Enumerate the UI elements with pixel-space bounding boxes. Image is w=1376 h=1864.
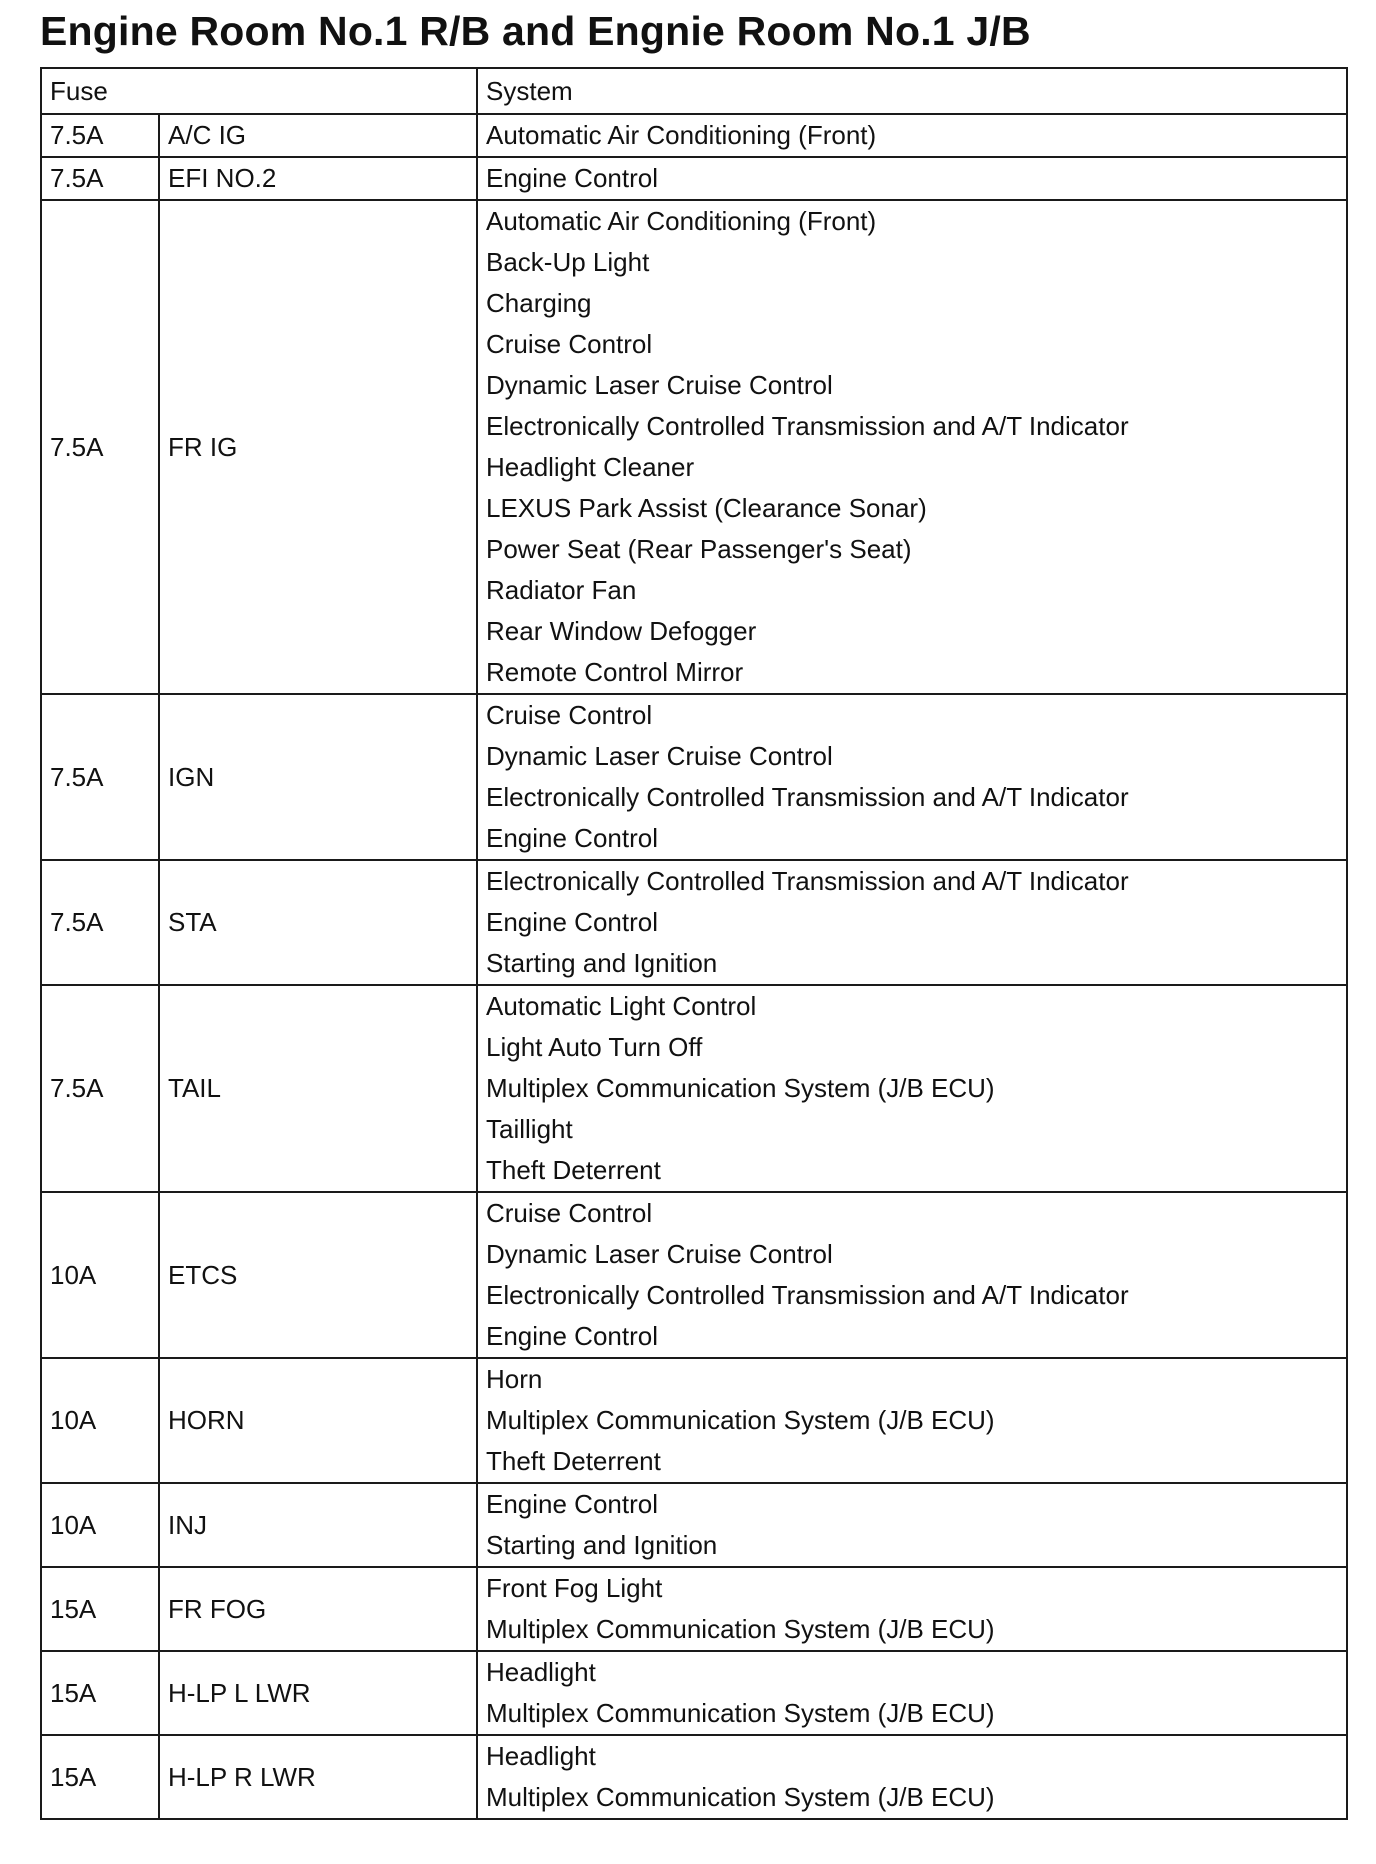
fuse-amperage: 7.5A <box>41 200 159 694</box>
fuse-name: FR IG <box>159 200 477 694</box>
system-item: Multiplex Communication System (J/B ECU) <box>486 1698 995 1728</box>
system-list <box>477 157 1347 200</box>
system-list <box>477 1192 1347 1358</box>
page-title: Engine Room No.1 R/B and Engnie Room No.1 J/B <box>40 8 1031 54</box>
system-item: Automatic Air Conditioning (Front) <box>486 206 877 236</box>
fuse-name: ETCS <box>159 1192 477 1358</box>
system-item: Dynamic Laser Cruise Control <box>486 1239 833 1269</box>
fuse-name: A/C IG <box>159 114 477 157</box>
fuse-amperage: 7.5A <box>41 157 159 200</box>
fuse-name: FR FOG <box>159 1567 477 1651</box>
system-item: Cruise Control <box>486 329 653 359</box>
system-item: Electronically Controlled Transmission and A/T Indicator <box>486 411 1129 441</box>
system-item: Starting and Ignition <box>486 1530 718 1560</box>
fuse-amperage: 10A <box>41 1192 159 1358</box>
table-row <box>41 694 1347 860</box>
system-item: Remote Control Mirror <box>486 657 744 687</box>
system-item: Power Seat (Rear Passenger's Seat) <box>486 534 912 564</box>
table-row <box>41 985 1347 1192</box>
fuse-amperage: 7.5A <box>41 860 159 985</box>
table-row <box>41 114 1347 157</box>
fuse-name: TAIL <box>159 985 477 1192</box>
system-item: Multiplex Communication System (J/B ECU) <box>486 1073 995 1103</box>
system-item: Cruise Control <box>486 1198 653 1228</box>
system-list <box>477 860 1347 985</box>
fuse-amperage: 15A <box>41 1567 159 1651</box>
system-item: Radiator Fan <box>486 575 637 605</box>
system-item: Multiplex Communication System (J/B ECU) <box>486 1782 995 1812</box>
system-list <box>477 200 1347 694</box>
system-item: Multiplex Communication System (J/B ECU) <box>486 1614 995 1644</box>
table-row <box>41 860 1347 985</box>
fuse-amperage: 15A <box>41 1735 159 1819</box>
system-item: Theft Deterrent <box>486 1446 661 1476</box>
system-item: Dynamic Laser Cruise Control <box>486 741 833 771</box>
system-item: Engine Control <box>486 907 658 937</box>
fuse-name: H-LP R LWR <box>159 1735 477 1819</box>
table-row <box>41 1483 1347 1567</box>
system-item: Starting and Ignition <box>486 948 718 978</box>
system-item: Engine Control <box>486 163 658 193</box>
system-item: Cruise Control <box>486 700 653 730</box>
fuse-name: H-LP L LWR <box>159 1651 477 1735</box>
table-row <box>41 1567 1347 1651</box>
fuse-table <box>40 67 1348 1820</box>
fuse-amperage: 7.5A <box>41 985 159 1192</box>
fuse-name: HORN <box>159 1358 477 1483</box>
table-row <box>41 157 1347 200</box>
system-list <box>477 1651 1347 1735</box>
fuse-name: STA <box>159 860 477 985</box>
fuse-column-header: Fuse <box>41 68 477 114</box>
system-item: Electronically Controlled Transmission and A/T Indicator <box>486 866 1129 896</box>
fuse-name: IGN <box>159 694 477 860</box>
system-item: Automatic Light Control <box>486 991 757 1021</box>
header-row <box>41 68 1347 114</box>
system-item: Multiplex Communication System (J/B ECU) <box>486 1405 995 1435</box>
system-item: Headlight Cleaner <box>486 452 695 482</box>
system-item: Automatic Air Conditioning (Front) <box>486 120 877 150</box>
table-row <box>41 200 1347 694</box>
system-list <box>477 1358 1347 1483</box>
system-list <box>477 114 1347 157</box>
table-row <box>41 1192 1347 1358</box>
system-item: Light Auto Turn Off <box>486 1032 703 1062</box>
fuse-table-body <box>41 114 1347 1819</box>
table-row <box>41 1735 1347 1819</box>
system-item: Front Fog Light <box>486 1573 663 1603</box>
fuse-amperage: 7.5A <box>41 694 159 860</box>
system-item: Engine Control <box>486 823 658 853</box>
system-item: Taillight <box>486 1114 573 1144</box>
system-list <box>477 1735 1347 1819</box>
system-column-header: System <box>477 68 1347 114</box>
system-item: Electronically Controlled Transmission and A/T Indicator <box>486 1280 1129 1310</box>
fuse-name: INJ <box>159 1483 477 1567</box>
system-item: Headlight <box>486 1741 596 1771</box>
system-item: Headlight <box>486 1657 596 1687</box>
system-item: LEXUS Park Assist (Clearance Sonar) <box>486 493 927 523</box>
system-item: Charging <box>486 288 592 318</box>
system-item: Rear Window Defogger <box>486 616 757 646</box>
system-item: Back-Up Light <box>486 247 650 277</box>
fuse-amperage: 15A <box>41 1651 159 1735</box>
system-list <box>477 985 1347 1192</box>
system-item: Horn <box>486 1364 543 1394</box>
system-item: Theft Deterrent <box>486 1155 661 1185</box>
fuse-amperage: 10A <box>41 1483 159 1567</box>
table-row <box>41 1651 1347 1735</box>
system-item: Electronically Controlled Transmission and A/T Indicator <box>486 782 1129 812</box>
fuse-amperage: 7.5A <box>41 114 159 157</box>
system-list <box>477 694 1347 860</box>
system-item: Engine Control <box>486 1489 658 1519</box>
system-item: Engine Control <box>486 1321 658 1351</box>
fuse-name: EFI NO.2 <box>159 157 477 200</box>
system-list <box>477 1567 1347 1651</box>
table-row <box>41 1358 1347 1483</box>
system-list <box>477 1483 1347 1567</box>
system-item: Dynamic Laser Cruise Control <box>486 370 833 400</box>
fuse-amperage: 10A <box>41 1358 159 1483</box>
